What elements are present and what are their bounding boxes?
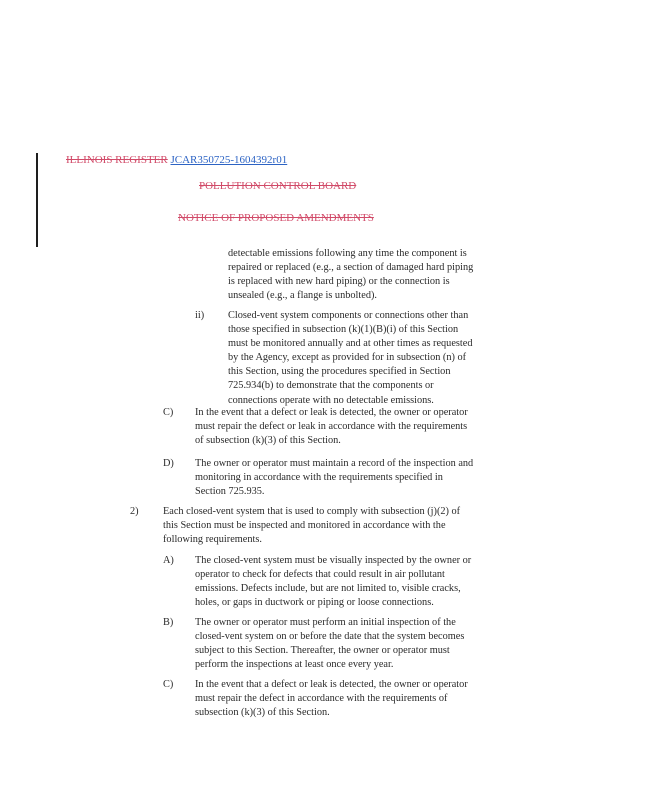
item-2B-paragraph (195, 616, 464, 672)
text-line: subsection (k)(3) of this Section. (195, 707, 330, 719)
board-title: POLLUTION CONTROL BOARD (199, 180, 357, 192)
text-line: must repair the defect or leak in accordance with the requirements (195, 421, 468, 433)
item-marker-C2: C) (163, 679, 174, 690)
text-line: The owner or operator must perform an initial inspection of the (195, 617, 456, 628)
text-line: Closed-vent system components or connections other than (228, 310, 469, 321)
item-marker-A: A) (163, 555, 174, 566)
text-line: emissions. Defects include, but are not limited to, visible cracks, (195, 583, 461, 595)
item-1C-paragraph (195, 406, 468, 448)
text-line: The closed-vent system must be visually inspected by the owner or (195, 555, 472, 566)
text-line: unsealed (e.g., a flange is unbolted). (228, 290, 377, 302)
text-line: Section 725.935. (195, 486, 265, 498)
text-line: subject to this Section. Thereafter, the owner or operator must (195, 645, 450, 657)
revision-change-bar (36, 153, 38, 247)
item-marker-C: C) (163, 407, 174, 418)
text-line: closed-vent system on or before the date that the system becomes (195, 631, 465, 643)
text-line: this Section must be inspected and monitored in accordance with the (163, 520, 446, 532)
text-line: operator to check for defects that could result in air pollutant (195, 569, 445, 581)
item-2C-paragraph (195, 678, 468, 720)
text-line: by the Agency, except as provided for in subsection (n) of (228, 352, 467, 364)
item-marker-B: B) (163, 617, 174, 628)
text-line: repaired or replaced (e.g., a section of damaged hard piping (228, 262, 474, 274)
item-ii-paragraph (228, 309, 473, 408)
text-line: is replaced with new hard piping) or the connection is (228, 276, 450, 288)
text-line: perform the inspections at least once every year. (195, 659, 394, 671)
text-line: Each closed-vent system that is used to comply with subsection (j)(2) of (163, 506, 461, 517)
text-line: connections operate with no detectable emissions. (228, 394, 434, 406)
text-line: those specified in subsection (k)(1)(B)(i) of this Section (228, 324, 459, 336)
text-line: monitoring in accordance with the requirements specified in (195, 472, 443, 484)
text-line: holes, or gaps in ductwork or piping or loose connections. (195, 597, 434, 609)
item-marker-ii: ii) (195, 310, 205, 321)
text-line: following requirements. (163, 534, 262, 546)
text-line: this Section, using the procedures specified in Section (228, 366, 451, 378)
item-2-paragraph (163, 505, 460, 547)
text-line: 725.934(b) to demonstrate that the components or (228, 380, 434, 392)
register-title-struck: ILLINOIS REGISTER (66, 154, 168, 166)
continuation-paragraph (228, 247, 473, 303)
register-code-inserted: JCAR350725-1604392r01 (170, 154, 288, 166)
item-1D-paragraph (195, 457, 473, 499)
text-line: In the event that a defect or leak is detected, the owner or operator (195, 679, 468, 690)
text-line: detectable emissions following any time the component is (228, 248, 467, 259)
text-line: must be monitored annually and at other times as requested (228, 338, 473, 350)
text-line: In the event that a defect or leak is detected, the owner or operator (195, 407, 468, 418)
text-line: must repair the defect in accordance with the requirements of (195, 693, 448, 705)
register-header (66, 154, 287, 166)
item-2A-paragraph (195, 554, 471, 610)
item-marker-D: D) (163, 458, 174, 469)
text-line: of subsection (k)(3) of this Section. (195, 435, 341, 447)
item-marker-2: 2) (130, 506, 139, 517)
notice-title: NOTICE OF PROPOSED AMENDMENTS (178, 212, 374, 224)
text-line: The owner or operator must maintain a record of the inspection and (195, 458, 474, 469)
